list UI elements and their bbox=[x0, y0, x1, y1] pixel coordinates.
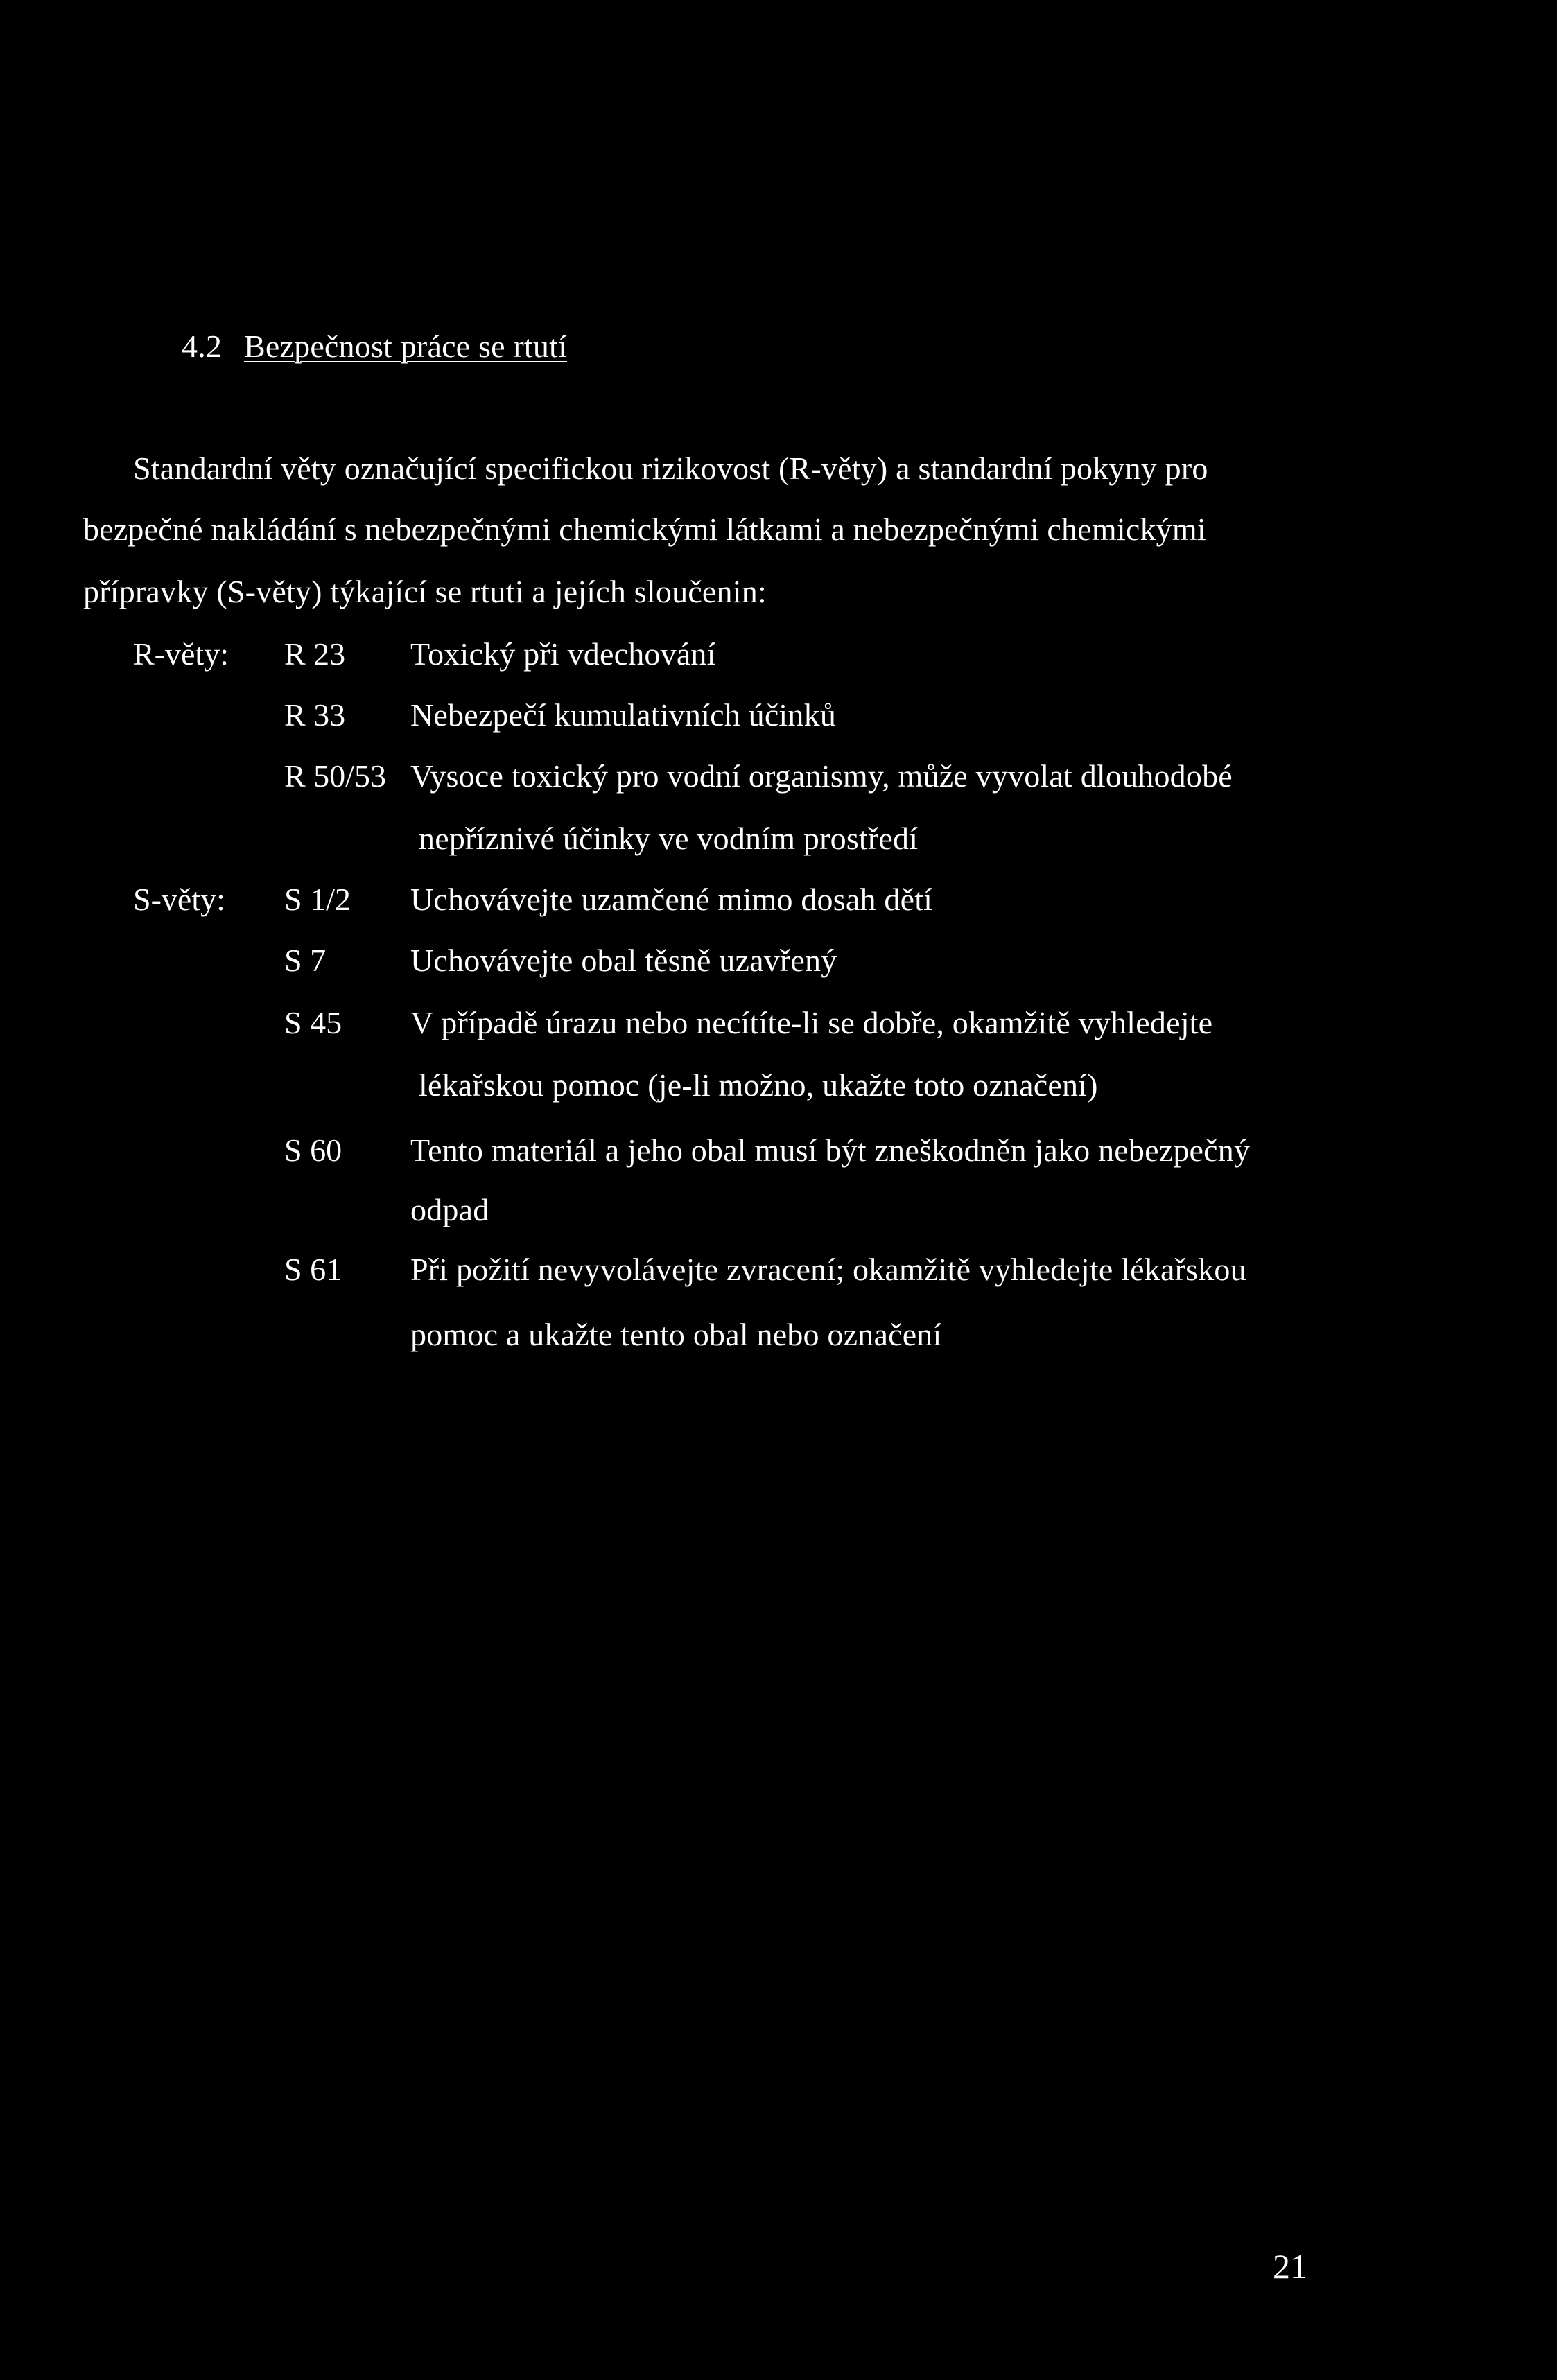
page-number: 21 bbox=[1273, 2247, 1307, 2286]
r-text-33: Nebezpečí kumulativních účinků bbox=[410, 697, 837, 733]
section-number: 4.2 bbox=[182, 329, 223, 364]
r-code-23: R 23 bbox=[284, 636, 346, 672]
r-code-50-53: R 50/53 bbox=[284, 758, 386, 794]
r-text-23: Toxický při vdechování bbox=[410, 636, 716, 672]
s-text-61-line1: Při požití nevyvolávejte zvracení; okamžitě vyhledejte lékařskou bbox=[410, 1252, 1246, 1287]
intro-line-1: Standardní věty označující specifickou rizikovost (R-věty) a standardní pokyny pro bbox=[133, 450, 1208, 486]
s-text-1-2: Uchovávejte uzamčené mimo dosah dětí bbox=[410, 882, 933, 917]
s-code-60: S 60 bbox=[284, 1132, 342, 1168]
r-sentences-label: R-věty: bbox=[133, 636, 229, 672]
r-text-50-53-line2: nepříznivé účinky ve vodním prostředí bbox=[419, 821, 919, 856]
r-code-33: R 33 bbox=[284, 697, 346, 733]
section-title: Bezpečnost práce se rtutí bbox=[244, 329, 568, 364]
s-code-45: S 45 bbox=[284, 1005, 342, 1040]
s-text-60-line2: odpad bbox=[410, 1192, 489, 1227]
s-text-7: Uchovávejte obal těsně uzavřený bbox=[410, 943, 837, 978]
s-text-61-line2: pomoc a ukažte tento obal nebo označení bbox=[410, 1317, 942, 1352]
s-code-61: S 61 bbox=[284, 1252, 342, 1287]
section-heading bbox=[182, 326, 567, 367]
s-text-45-line2: lékařskou pomoc (je-li možno, ukažte toto označení) bbox=[419, 1067, 1098, 1103]
s-sentences-label: S-věty: bbox=[133, 882, 225, 917]
s-code-7: S 7 bbox=[284, 943, 327, 978]
s-text-60-line1: Tento materiál a jeho obal musí být zneškodněn jako nebezpečný bbox=[410, 1132, 1251, 1168]
s-text-45-line1: V případě úrazu nebo necítíte-li se dobře, okamžitě vyhledejte bbox=[410, 1005, 1213, 1040]
s-code-1-2: S 1/2 bbox=[284, 882, 351, 917]
intro-line-3: přípravky (S-věty) týkající se rtuti a jejích sloučenin: bbox=[83, 574, 767, 609]
r-text-50-53-line1: Vysoce toxický pro vodní organismy, může vyvolat dlouhodobé bbox=[410, 758, 1233, 794]
intro-line-2: bezpečné nakládání s nebezpečnými chemickými látkami a nebezpečnými chemickými bbox=[83, 511, 1206, 547]
